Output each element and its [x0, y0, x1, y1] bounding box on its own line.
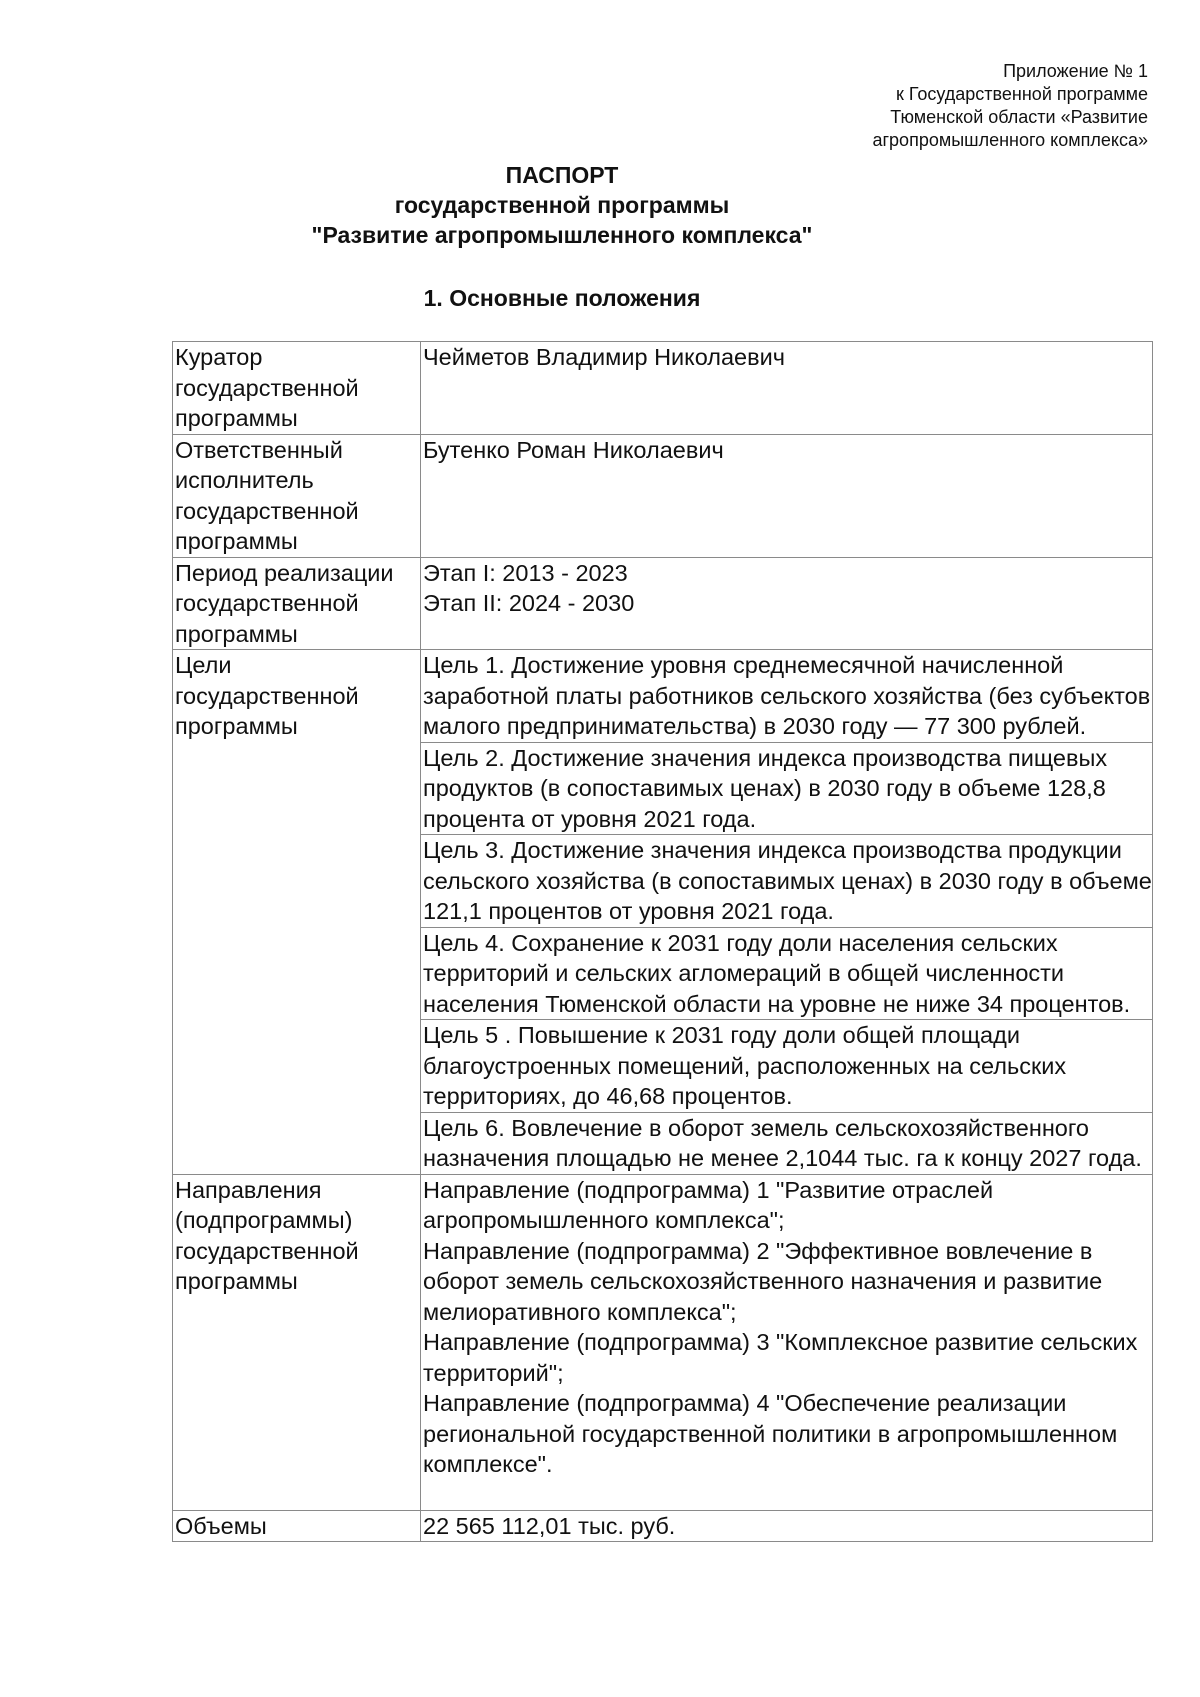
goal-item: Цель 6. Вовлечение в оборот земель сельскохозяйственного назначения площадью не менее 2,1044 тыс. га к концу 2027 года. — [421, 1112, 1153, 1174]
executor-value: Бутенко Роман Николаевич — [421, 434, 1153, 557]
goals-label: Цели государственной программы — [173, 650, 421, 1175]
table-row — [173, 557, 1153, 650]
direction-item: Направление (подпрограмма) 4 "Обеспечение реализации региональной государственной политики в агропромышленном комплексе". — [423, 1390, 1118, 1477]
title-line: государственной программы — [394, 192, 730, 218]
curator-value: Чейметов Владимир Николаевич — [421, 342, 1153, 435]
direction-item: Направление (подпрограмма) 2 "Эффективное вовлечение в оборот земель сельскохозяйственного назначения и развитие мелиоративного комплекса"; — [423, 1237, 1103, 1325]
period-label: Период реализации государственной программы — [173, 557, 421, 650]
passport-table — [172, 341, 1153, 1542]
period-stage-1: Этап I: 2013 - 2023 — [423, 559, 628, 586]
directions-label: Направления (подпрограммы) государственной программы — [173, 1174, 421, 1510]
direction-item: Направление (подпрограмма) 1 "Развитие отраслей агропромышленного комплекса"; — [423, 1176, 994, 1233]
goal-item: Цель 3. Достижение значения индекса производства продукции сельского хозяйства (в сопоставимых ценах) в 2030 году в объеме 121,1 процентов от уровня 2021 года. — [421, 835, 1153, 928]
goal-item: Цель 5 . Повышение к 2031 году доли общей площади благоустроенных помещений, расположенных на сельских территориях, до 46,68 процентов. — [421, 1020, 1153, 1113]
volumes-value: 22 565 112,01 тыс. руб. — [421, 1510, 1153, 1542]
executor-label: Ответственный исполнитель государственной программы — [173, 434, 421, 557]
title-line: ПАСПОРТ — [505, 162, 619, 188]
directions-value — [421, 1174, 1153, 1510]
table-row — [173, 1510, 1153, 1542]
document-title — [0, 160, 1124, 250]
table-row — [173, 1174, 1153, 1510]
appendix-note — [728, 60, 1148, 152]
goal-item: Цель 1. Достижение уровня среднемесячной начисленной заработной платы работников сельского хозяйства (без субъектов малого предпринимательства) в 2030 году — 77 300 рублей. — [421, 650, 1153, 743]
appendix-line: Приложение № 1 — [1003, 61, 1148, 81]
goal-item: Цель 4. Сохранение к 2031 году доли населения сельских территорий и сельских агломераций в общей численности населения Тюменской области на уровне не ниже 34 процентов. — [421, 927, 1153, 1020]
period-stage-2: Этап II: 2024 - 2030 — [423, 590, 635, 616]
appendix-line: Тюменской области «Развитие — [890, 107, 1148, 127]
curator-label: Куратор государственной программы — [173, 342, 421, 435]
title-line: "Развитие агропромышленного комплекса" — [311, 222, 813, 248]
appendix-line: к Государственной программе — [895, 84, 1148, 104]
table-row — [173, 434, 1153, 557]
goal-item: Цель 2. Достижение значения индекса производства пищевых продуктов (в сопоставимых ценах) в 2030 году в объеме 128,8 процента от уровня 2021 года. — [421, 742, 1153, 835]
volumes-label: Объемы — [173, 1510, 421, 1542]
appendix-line: агропромышленного комплекса» — [872, 130, 1148, 150]
table-row — [173, 342, 1153, 435]
period-value — [421, 557, 1153, 650]
direction-item: Направление (подпрограмма) 3 "Комплексное развитие сельских территорий"; — [423, 1329, 1138, 1386]
section-heading: 1. Основные положения — [423, 285, 701, 311]
table-row — [173, 650, 1153, 743]
